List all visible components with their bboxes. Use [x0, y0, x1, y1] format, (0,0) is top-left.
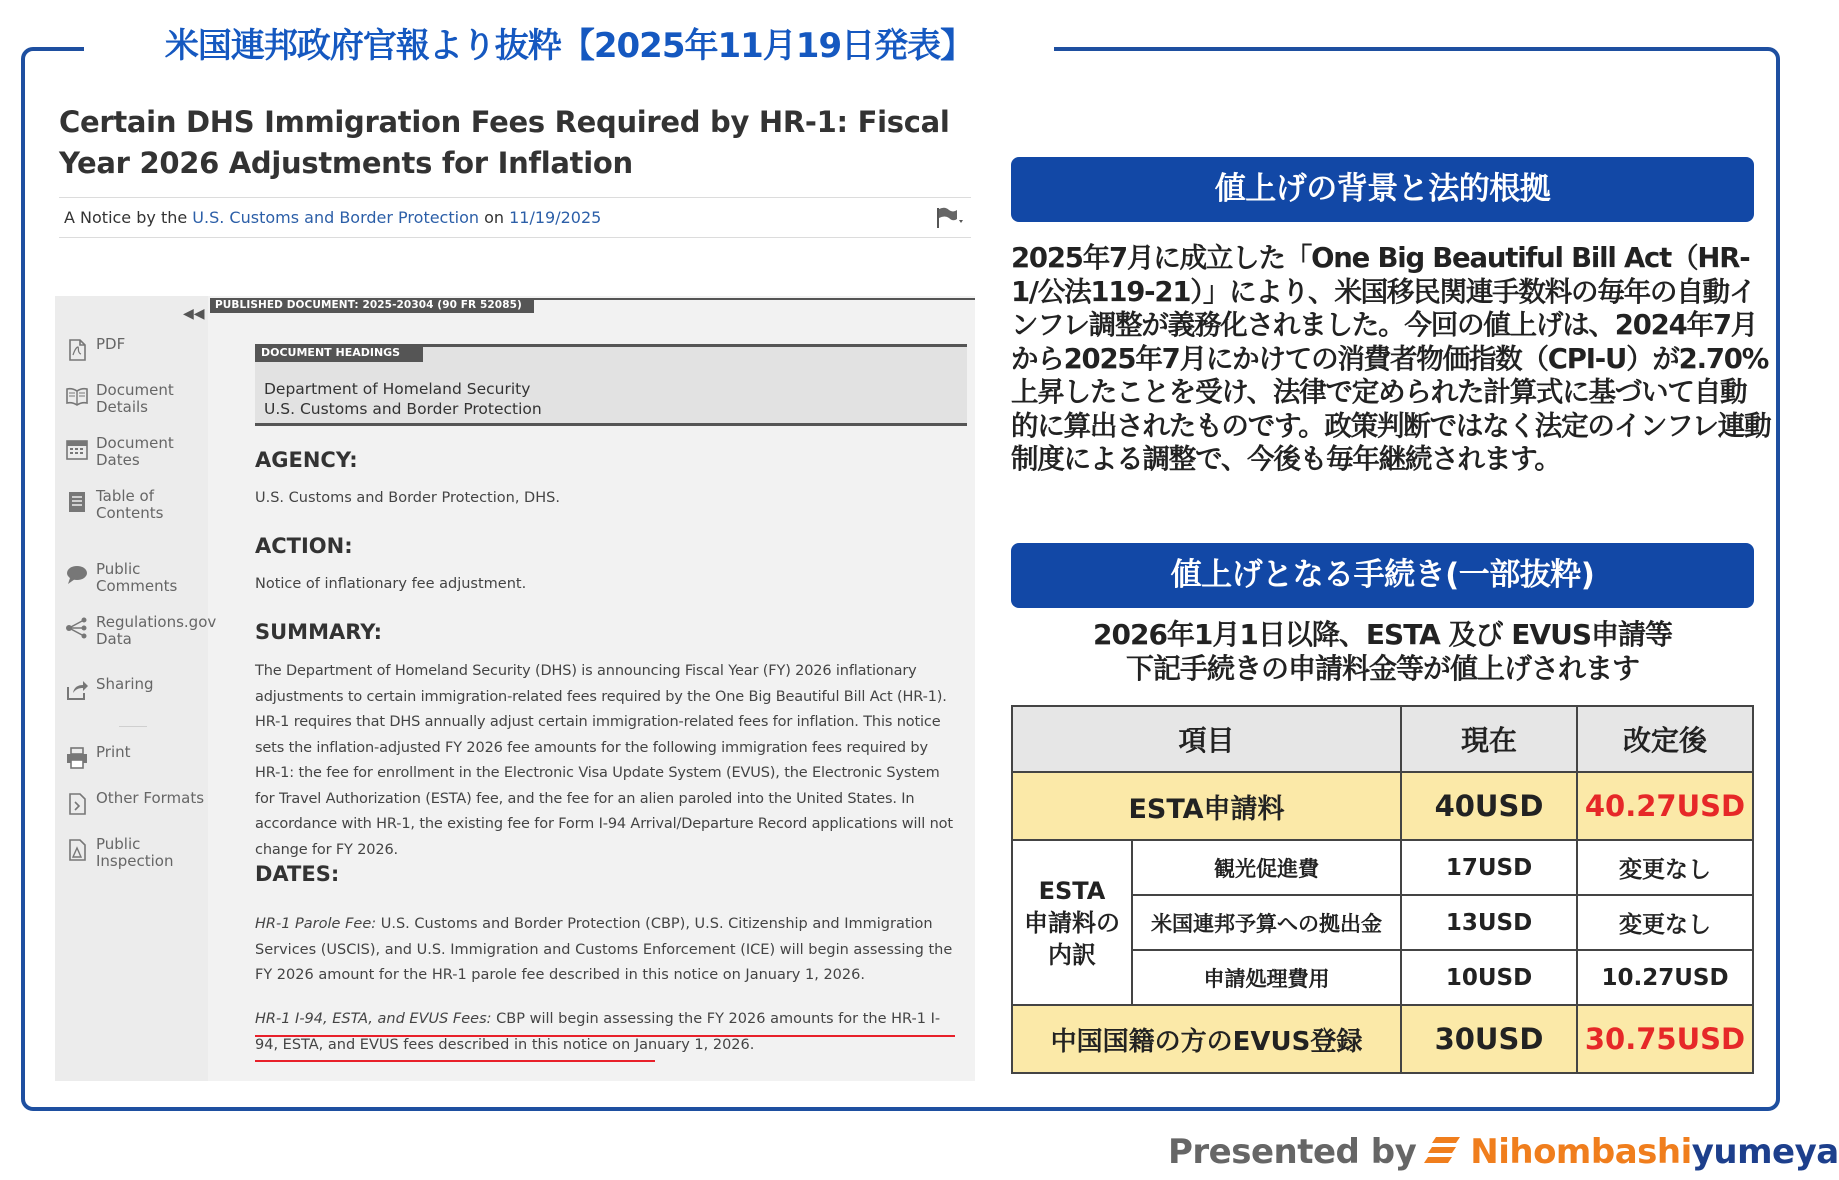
- sidebar-item-label: Public Comments: [96, 560, 178, 595]
- sidebar-item-print[interactable]: [65, 744, 210, 784]
- brand-logo-icon: [1424, 1133, 1464, 1167]
- breakdown-item-revised: 変更なし: [1577, 895, 1753, 950]
- inspection-file-icon: [65, 838, 89, 862]
- esta-fee-current: 40USD: [1401, 772, 1577, 840]
- red-underline: [255, 1060, 655, 1062]
- fee-table: [1011, 705, 1754, 1074]
- notice-on: on: [479, 208, 510, 227]
- contents-icon: [65, 490, 89, 514]
- document-headings-text: [264, 379, 542, 419]
- print-icon: [65, 746, 89, 770]
- dates-parole: [255, 912, 955, 989]
- dates-fees: [255, 1007, 955, 1058]
- sidebar-item-sharing[interactable]: [65, 676, 210, 716]
- header-current: 現在: [1401, 706, 1577, 772]
- breakdown-item-label: 観光促進費: [1132, 840, 1401, 895]
- sidebar-item-label: Print: [96, 743, 131, 761]
- sidebar-item-label: Regulations.gov Data: [96, 613, 217, 648]
- action-text: Notice of inflationary fee adjustment.: [255, 576, 527, 592]
- sidebar-item-public-comments[interactable]: [65, 561, 210, 601]
- table-row-breakdown: [1012, 840, 1753, 895]
- sidebar-item-label: Other Formats: [96, 789, 205, 807]
- code-file-icon: [65, 792, 89, 816]
- published-document-tab: PUBLISHED DOCUMENT: 2025-20304 (90 FR 52085): [210, 298, 534, 313]
- background-text: 2025年7月に成立した「One Big Beautiful Bill Act（HR-1/公法119-21）」により、米国移民関連手数料の毎年の自動インフレ調整が義務化されました。今回の値上げは、2024年7月から2025年7月にかけての消費者物価指数（CPI-U）が2.70%上昇したことを受け、法律で定められた計算式に基づいて自動的に算出されたものです。政策判断ではなく法定のインフレ連動制度による調整で、今後も毎年継続されます。: [1011, 242, 1771, 475]
- dates-fees-label: HR-1 I-94, ESTA, and EVUS Fees:: [255, 1011, 492, 1027]
- background-heading: 値上げの背景と法的根拠: [1011, 157, 1754, 222]
- sidebar-item-label: Public Inspection: [96, 835, 174, 870]
- comment-icon: [65, 563, 89, 587]
- sidebar-item-label: Document Dates: [96, 434, 174, 469]
- document-sidebar: [55, 296, 217, 1081]
- table-header-row: [1012, 706, 1753, 772]
- procedures-subtext-line1: 2026年1月1日以降、ESTA 及び EVUS申請等: [1093, 618, 1672, 651]
- notice-line: [59, 197, 971, 238]
- sidebar-item-regulations-data[interactable]: [65, 613, 217, 654]
- headings-agency: U.S. Customs and Border Protection: [264, 400, 542, 418]
- red-underline: [255, 1035, 955, 1037]
- procedures-subtext-line2: 下記手続きの申請料金等が値上げされます: [1125, 652, 1639, 685]
- evus-fee-current: 30USD: [1401, 1005, 1577, 1073]
- calendar-icon: [65, 437, 89, 461]
- esta-fee-label: ESTA申請料: [1012, 772, 1401, 840]
- agency-heading: AGENCY:: [255, 448, 358, 472]
- summary-text: The Department of Homeland Security (DHS) is announcing Fiscal Year (FY) 2026 inflationary adjustments to certain immigration-related fees required by the One Big Beautiful Bill Act (HR-1). HR-1 requires that DHS annually adjust certain immigration-related fees for inflation. This notice sets the inflation-adjusted FY 2026 fee amounts for the following immigration fees required by HR-1: the fee for enrollment in the Electronic Visa Update System (EVUS), the Electronic System for Travel Authorization (ESTA) fee, and the fee for an alien paroled into the United States. In accordance with HR-1, the existing fee for Form I-94 Arrival/Departure Record applications will not change for FY 2026.: [255, 663, 953, 858]
- sidebar-item-public-inspection[interactable]: [65, 836, 210, 876]
- table-row-esta: [1012, 772, 1753, 840]
- sidebar-item-label: Document Details: [96, 381, 174, 416]
- summary-heading: SUMMARY:: [255, 620, 383, 644]
- header-item: 項目: [1012, 706, 1401, 772]
- breakdown-item-label: 申請処理費用: [1132, 950, 1401, 1005]
- dates-fees-text: CBP will begin assessing the FY 2026 amounts for the HR-1 I-94, ESTA, and EVUS fees described in this notice on January 1, 2026.: [255, 1011, 941, 1053]
- breakdown-item-current: 17USD: [1401, 840, 1577, 895]
- notice-prefix: A Notice by the: [64, 208, 193, 227]
- dates-parole-label: HR-1 Parole Fee:: [255, 916, 377, 932]
- procedures-heading: 値上げとなる手続き(一部抜粋): [1011, 543, 1754, 608]
- date-link[interactable]: 11/19/2025: [509, 208, 602, 227]
- document-headings-box: [255, 344, 967, 426]
- agency-text: U.S. Customs and Border Protection, DHS.: [255, 490, 560, 506]
- share-nodes-icon: [65, 616, 89, 640]
- sidebar-item-document-dates[interactable]: [65, 435, 210, 475]
- dates-parole-text: U.S. Customs and Border Protection (CBP), U.S. Citizenship and Immigration Services (USCIS), and U.S. Immigration and Customs Enforcement (ICE) will begin assessing the FY 2026 amount for the HR-1 parole fee described in this notice on January 1, 2026.: [255, 916, 953, 983]
- pdf-icon: [65, 338, 89, 362]
- document-headings-tab: DOCUMENT HEADINGS: [255, 344, 423, 362]
- action-heading: ACTION:: [255, 534, 353, 558]
- breakdown-item-label: 米国連邦予算への拠出金: [1132, 895, 1401, 950]
- esta-fee-revised: 40.27USD: [1577, 772, 1753, 840]
- share-icon: [65, 678, 89, 702]
- evus-fee-revised: 30.75USD: [1577, 1005, 1753, 1073]
- sidebar-item-label: Table of Contents: [96, 487, 164, 522]
- table-row-evus: [1012, 1005, 1753, 1073]
- presented-by-text: Presented by: [1168, 1132, 1417, 1172]
- breakdown-group-label: ESTA 申請料の 内訳: [1012, 840, 1132, 1005]
- brand-name-part2: yumeya: [1691, 1132, 1839, 1172]
- sidebar-divider: [119, 726, 147, 727]
- sidebar-item-table-of-contents[interactable]: [65, 488, 210, 528]
- page-title: 米国連邦政府官報より抜粋【2025年11月19日発表】: [84, 18, 1054, 74]
- breakdown-item-current: 13USD: [1401, 895, 1577, 950]
- agency-link[interactable]: U.S. Customs and Border Protection: [192, 208, 479, 227]
- sidebar-item-document-details[interactable]: [65, 382, 210, 422]
- sidebar-item-label: Sharing: [96, 675, 154, 693]
- sidebar-item-pdf[interactable]: [65, 336, 210, 376]
- flag-icon[interactable]: [935, 206, 965, 230]
- document-title: Certain DHS Immigration Fees Required by HR-1: Fiscal Year 2026 Adjustments for Inflation: [59, 105, 950, 180]
- breakdown-item-current: 10USD: [1401, 950, 1577, 1005]
- sidebar-item-other-formats[interactable]: [65, 790, 210, 830]
- breakdown-item-revised: 変更なし: [1577, 840, 1753, 895]
- breakdown-item-revised: 10.27USD: [1577, 950, 1753, 1005]
- evus-fee-label: 中国国籍の方のEVUS登録: [1012, 1005, 1401, 1073]
- dates-heading: DATES:: [255, 862, 340, 886]
- book-icon: [65, 384, 89, 408]
- header-revised: 改定後: [1577, 706, 1753, 772]
- presented-by-footer: [1168, 1128, 1839, 1176]
- document-panel: [55, 296, 975, 1081]
- procedures-subtext: [1011, 618, 1754, 686]
- brand-name-part1: Nihombashi: [1470, 1132, 1692, 1172]
- sidebar-item-label: PDF: [96, 335, 126, 353]
- collapse-icon[interactable]: ◀◀: [183, 306, 205, 322]
- headings-department: Department of Homeland Security: [264, 380, 531, 398]
